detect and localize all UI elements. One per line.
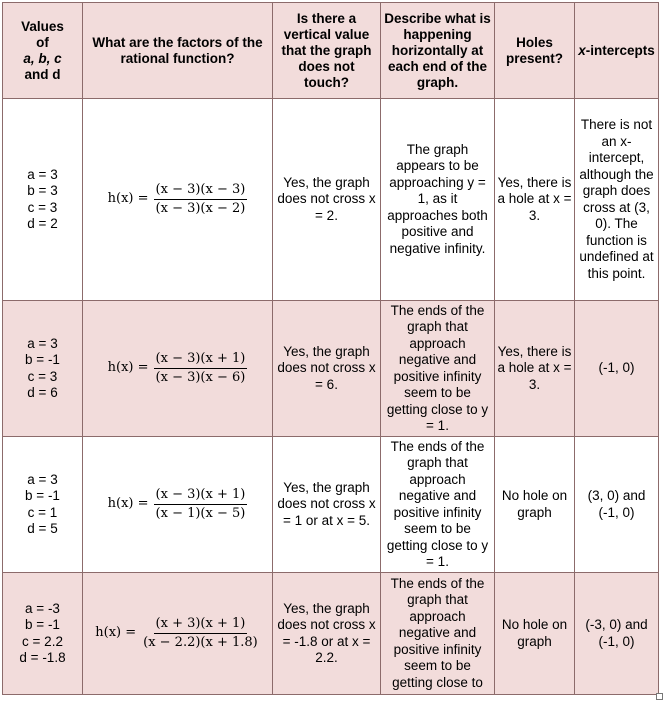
header-values <box>3 3 83 99</box>
holes-cell: Yes, there is a hole at x = 3. <box>495 301 575 437</box>
values-cell <box>3 573 83 695</box>
values-cell <box>3 437 83 573</box>
header-intercepts-label: -intercepts <box>585 42 655 58</box>
vertical-cell: Yes, the graph does not cross x = -1.8 or at x = 2.2. <box>273 573 381 695</box>
header-intercepts-x: x <box>578 42 586 58</box>
holes-cell: No hole on graph <box>495 437 575 573</box>
formula-lhs: h(x) = <box>95 625 137 641</box>
vertical-cell: Yes, the graph does not cross x = 2. <box>273 99 381 301</box>
header-vertical: Is there a vertical value that the graph does not touch? <box>273 3 381 99</box>
holes-cell: No hole on graph <box>495 573 575 695</box>
header-holes: Holes present? <box>495 3 575 99</box>
formula-fraction <box>154 487 248 523</box>
formula-lhs: h(x) = <box>107 496 149 512</box>
table-row <box>3 99 659 301</box>
formula-lhs: h(x) = <box>107 360 149 376</box>
formula-fraction <box>154 351 248 387</box>
value-a: a = 3 <box>27 471 58 487</box>
value-c: c = 3 <box>27 368 58 384</box>
header-intercepts <box>575 3 659 99</box>
horizontal-cell: The graph appears to be approaching y = 1, as it approaches both positive and negative infinity. <box>381 99 495 301</box>
value-b: b = 3 <box>27 183 58 198</box>
table-row <box>3 573 659 695</box>
header-horizontal: Describe what is happening horizontally at each end of the graph. <box>381 3 495 99</box>
intercepts-cell: There is not an x-intercept, although the graph does cross at (3, 0). The function is undefined at this point. <box>575 99 659 301</box>
formula-numerator: (x − 3)(x − 3) <box>154 182 248 201</box>
intercepts-cell: (-1, 0) <box>575 301 659 437</box>
value-a: a = -3 <box>25 600 60 616</box>
values-cell <box>3 99 83 301</box>
intercepts-cell: (3, 0) and (-1, 0) <box>575 437 659 573</box>
formula-numerator: (x − 3)(x + 1) <box>154 487 248 506</box>
value-c: c = 2.2 <box>22 633 63 649</box>
rational-formula <box>95 616 260 652</box>
header-values-line2: of <box>36 34 49 50</box>
horizontal-text: The ends of the graph that approach negative and positive infinity seem to be getting close to <box>390 575 485 690</box>
formula-fraction <box>141 616 260 652</box>
formula-denominator: (x − 1)(x − 5) <box>155 506 246 521</box>
value-c: c = 3 <box>27 199 58 215</box>
header-factors: What are the factors of the rational function? <box>83 3 273 99</box>
table-resize-handle[interactable] <box>656 693 663 700</box>
horizontal-cell <box>381 573 495 695</box>
value-d: d = 2 <box>27 216 58 231</box>
holes-cell: Yes, there is a hole at x = 3. <box>495 99 575 301</box>
value-b: b = -1 <box>25 352 60 367</box>
vertical-cell: Yes, the graph does not cross x = 1 or at x = 5. <box>273 437 381 573</box>
value-d: d = -1.8 <box>19 650 66 665</box>
factors-cell <box>83 437 273 573</box>
factors-cell <box>83 301 273 437</box>
formula-denominator: (x − 2.2)(x + 1.8) <box>143 635 258 650</box>
horizontal-clip <box>383 573 492 694</box>
value-a: a = 3 <box>27 166 58 182</box>
horizontal-cell: The ends of the graph that approach negative and positive infinity seem to be getting close to y = 1. <box>381 437 495 573</box>
horizontal-cell: The ends of the graph that approach negative and positive infinity seem to be getting close to y = 1. <box>381 301 495 437</box>
values-cell <box>3 301 83 437</box>
formula-denominator: (x − 3)(x − 2) <box>155 201 246 216</box>
header-values-vars: a, b, c <box>23 50 62 66</box>
header-row <box>3 3 659 99</box>
formula-numerator: (x + 3)(x + 1) <box>154 616 248 635</box>
value-d: d = 6 <box>27 385 58 400</box>
factors-cell <box>83 573 273 695</box>
formula-fraction <box>154 182 248 218</box>
value-a: a = 3 <box>27 335 58 351</box>
formula-denominator: (x − 3)(x − 6) <box>155 370 246 385</box>
rational-functions-table <box>2 2 659 695</box>
header-values-line4: and d <box>24 66 61 82</box>
formula-numerator: (x − 3)(x + 1) <box>154 351 248 370</box>
rational-formula <box>108 487 248 523</box>
value-b: b = -1 <box>25 617 60 632</box>
value-c: c = 1 <box>27 504 58 520</box>
rational-formula <box>108 351 248 387</box>
rational-formula <box>108 182 248 218</box>
value-d: d = 5 <box>27 521 58 536</box>
factors-cell <box>83 99 273 301</box>
table-row <box>3 437 659 573</box>
table-row <box>3 301 659 437</box>
intercepts-cell: (-3, 0) and (-1, 0) <box>575 573 659 695</box>
value-b: b = -1 <box>25 488 60 503</box>
header-values-line1: Values <box>21 18 64 34</box>
formula-lhs: h(x) = <box>107 191 149 207</box>
vertical-cell: Yes, the graph does not cross x = 6. <box>273 301 381 437</box>
